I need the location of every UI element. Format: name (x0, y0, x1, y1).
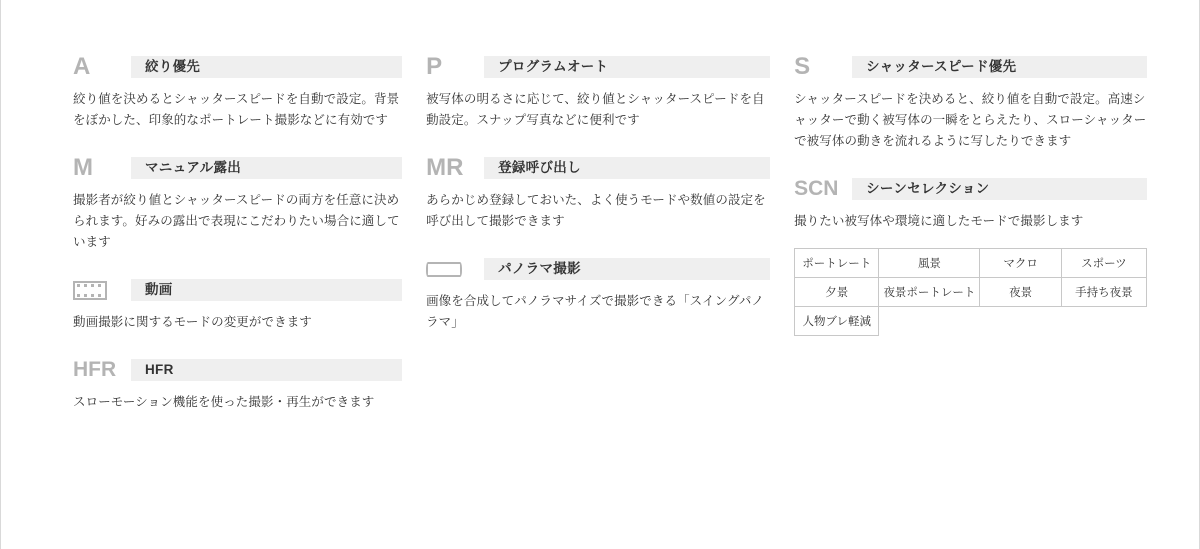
column-middle (426, 53, 794, 439)
mode-title-aperture-priority: 絞り優先 (131, 56, 402, 78)
mode-entry-program-auto (426, 53, 770, 131)
mode-desc-panorama: 画像を合成してパノラマサイズで撮影できる「スイングパノラマ」 (426, 294, 765, 329)
mode-entry-movie (73, 279, 402, 333)
scene-cell: ポートレート (795, 249, 879, 278)
entry-header (73, 154, 402, 181)
mode-title-program-auto: プログラムオート (484, 56, 770, 78)
entry-header (794, 53, 1147, 80)
film-icon (73, 279, 131, 301)
mode-desc-manual-exposure: 撮影者が絞り値とシャッタースピードの両方を任意に決められます。好みの露出で表現にこだわりたい場合に適しています (73, 193, 400, 249)
entry-header (426, 53, 770, 80)
mode-glyph-MR: MR (426, 154, 464, 181)
mode-glyph-M: M (73, 154, 93, 181)
mode-columns (1, 53, 1199, 439)
mode-glyph-P: P (426, 53, 443, 80)
mode-glyph-S: S (794, 53, 811, 80)
mode-title-shutter-priority: シャッタースピード優先 (852, 56, 1147, 78)
entry-header (73, 359, 402, 381)
scene-cell: 手持ち夜景 (1061, 278, 1146, 307)
scene-cell: 夜景ポートレート (879, 278, 980, 307)
mode-entry-panorama (426, 258, 770, 333)
mode-entry-aperture-priority (73, 53, 402, 131)
mode-title-scene-selection: シーンセレクション (852, 178, 1147, 200)
mode-desc-scene-selection: 撮りたい被写体や環境に適したモードで撮影します (794, 214, 1084, 228)
scene-cell: マクロ (980, 249, 1061, 278)
table-row (795, 249, 1147, 278)
mode-entry-shutter-priority (794, 53, 1147, 152)
mode-entry-hfr (73, 359, 402, 413)
scene-cell: 人物ブレ軽減 (795, 307, 879, 336)
entry-header (794, 178, 1147, 200)
panorama-icon (426, 258, 484, 280)
mode-desc-memory-recall: あらかじめ登録しておいた、よく使うモードや数値の設定を呼び出して撮影できます (426, 193, 766, 228)
entry-header (426, 154, 770, 181)
table-row (795, 278, 1147, 307)
scene-mode-table (794, 248, 1147, 336)
panorama-icon-shape (426, 262, 462, 277)
mode-entry-manual-exposure (73, 154, 402, 253)
scene-cell-empty (980, 307, 1061, 336)
mode-title-panorama: パノラマ撮影 (484, 258, 770, 280)
mode-desc-aperture-priority: 絞り値を決めるとシャッタースピードを自動で設定。背景をぼかした、印象的なポートレート撮影などに有効です (73, 92, 400, 127)
mode-desc-hfr: スローモーション機能を使った撮影・再生ができます (73, 395, 375, 409)
mode-entry-memory-recall (426, 154, 770, 232)
table-row (795, 307, 1147, 336)
scene-cell-empty (879, 307, 980, 336)
mode-glyph-HFR: HFR (73, 358, 117, 381)
entry-header (73, 279, 402, 301)
column-right (794, 53, 1147, 439)
entry-header (426, 258, 770, 280)
mode-desc-program-auto: 被写体の明るさに応じて、絞り値とシャッタースピードを自動設定。スナップ写真などに便利です (426, 92, 765, 127)
mode-title-movie: 動画 (131, 279, 402, 301)
mode-desc-shutter-priority: シャッタースピードを決めると、絞り値を自動で設定。高速シャッターで動く被写体の一瞬をとらえたり、スローシャッターで被写体の動きを流れるように写したりできます (794, 92, 1147, 148)
mode-title-memory-recall: 登録呼び出し (484, 157, 770, 179)
column-left (73, 53, 426, 439)
film-icon-shape (73, 281, 107, 300)
scene-cell-empty (1061, 307, 1146, 336)
scene-cell: スポーツ (1061, 249, 1146, 278)
mode-title-hfr: HFR (131, 359, 402, 381)
scene-cell: 夜景 (980, 278, 1061, 307)
mode-entry-scene-selection (794, 178, 1147, 336)
scene-cell: 夕景 (795, 278, 879, 307)
mode-glyph-A: A (73, 53, 91, 80)
scene-cell: 風景 (879, 249, 980, 278)
entry-header (73, 53, 402, 80)
mode-glyph-SCN: SCN (794, 177, 839, 200)
mode-desc-movie: 動画撮影に関するモードの変更ができます (73, 315, 312, 329)
mode-title-manual-exposure: マニュアル露出 (131, 157, 402, 179)
